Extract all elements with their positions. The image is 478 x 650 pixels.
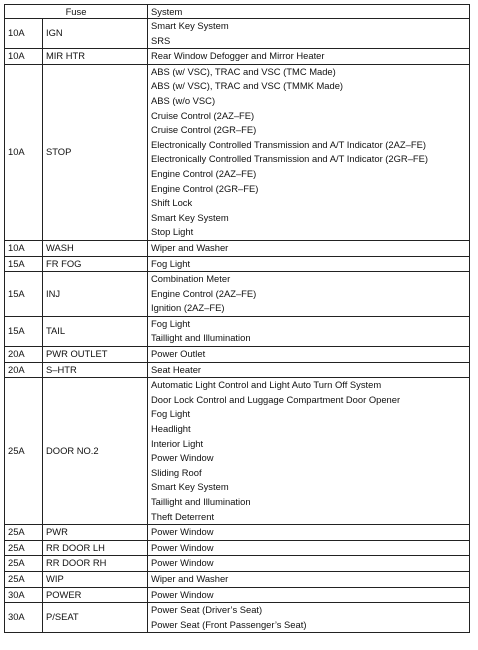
fuse-name: MIR HTR [43, 49, 148, 65]
table-row [5, 256, 470, 272]
system-item: Ignition (2AZ–FE) [151, 302, 225, 314]
fuse-amperage: 10A [5, 49, 43, 65]
table-row [5, 571, 470, 587]
system-item: Power Seat (Front Passenger’s Seat) [151, 618, 307, 630]
system-item: Electronically Controlled Transmission and A/T Indicator (2AZ–FE) [151, 138, 426, 150]
system-item: Taillight and Illumination [151, 496, 251, 507]
table-row [5, 316, 470, 346]
system-item: Fog Light [151, 317, 191, 329]
system-item: Smart Key System [151, 481, 229, 493]
system-item: Wiper and Washer [151, 241, 229, 253]
fuse-name: WASH [43, 240, 148, 256]
table-row [5, 272, 470, 317]
system-item: ABS (w/ VSC), TRAC and VSC (TMC Made) [151, 65, 336, 77]
fuse-name: FR FOG [43, 256, 148, 272]
fuse-amperage: 15A [5, 272, 43, 317]
system-cell [148, 347, 470, 363]
fuse-amperage: 25A [5, 525, 43, 541]
fuse-name: STOP [43, 64, 148, 240]
system-cell [148, 316, 470, 346]
system-item: Wiper and Washer [151, 572, 229, 584]
fuse-amperage: 25A [5, 556, 43, 572]
table-row [5, 240, 470, 256]
system-cell [148, 256, 470, 272]
fuse-name: WIP [43, 571, 148, 587]
system-item: Rear Window Defogger and Mirror Heater [151, 50, 325, 62]
system-item: Engine Control (2AZ–FE) [151, 167, 257, 179]
fuse-name: TAIL [43, 316, 148, 346]
table-row [5, 19, 470, 49]
fuse-name: DOOR NO.2 [43, 378, 148, 525]
fuse-amperage: 15A [5, 256, 43, 272]
fuse-amperage: 25A [5, 540, 43, 556]
fuse-amperage: 10A [5, 240, 43, 256]
system-cell [148, 362, 470, 378]
system-item: Cruise Control (2GR–FE) [151, 124, 257, 136]
system-cell [148, 49, 470, 65]
system-item: Headlight [151, 423, 191, 435]
system-item: Seat Heater [151, 363, 202, 375]
fuse-amperage: 25A [5, 378, 43, 525]
fuse-name: RR DOOR LH [43, 540, 148, 556]
system-item: ABS (w/ VSC), TRAC and VSC (TMMK Made) [151, 80, 344, 92]
fuse-amperage: 20A [5, 347, 43, 363]
system-cell [148, 571, 470, 587]
table-row [5, 347, 470, 363]
system-item: Power Outlet [151, 348, 206, 360]
system-item: Smart Key System [151, 20, 229, 31]
fuse-amperage: 30A [5, 603, 43, 633]
table-row [5, 49, 470, 65]
system-item: Power Window [151, 557, 214, 569]
fuse-name: PWR OUTLET [43, 347, 148, 363]
table-row [5, 556, 470, 572]
system-cell [148, 587, 470, 603]
system-column-header: System [148, 5, 470, 19]
system-item: Smart Key System [151, 211, 229, 223]
system-cell [148, 378, 470, 525]
system-cell [148, 64, 470, 240]
system-item: Power Window [151, 541, 214, 553]
fuse-amperage: 15A [5, 316, 43, 346]
system-item: Power Window [151, 588, 214, 600]
system-item: Fog Light [151, 257, 191, 269]
system-item: Engine Control (2GR–FE) [151, 182, 259, 194]
system-item: Shift Lock [151, 197, 193, 209]
system-item: Power Seat (Driver’s Seat) [151, 604, 263, 616]
fuse-name: P/SEAT [43, 603, 148, 633]
system-cell [148, 240, 470, 256]
system-cell [148, 19, 470, 49]
fuse-name: IGN [43, 19, 148, 49]
system-cell [148, 272, 470, 317]
fuse-column-header: Fuse [5, 5, 148, 19]
fuse-amperage: 10A [5, 19, 43, 49]
table-row [5, 587, 470, 603]
fuse-table-container [4, 4, 470, 633]
system-item: Engine Control (2AZ–FE) [151, 287, 257, 299]
fuse-name: INJ [43, 272, 148, 317]
fuse-amperage: 25A [5, 571, 43, 587]
fuse-amperage: 30A [5, 587, 43, 603]
fuse-amperage: 10A [5, 64, 43, 240]
fuse-name: POWER [43, 587, 148, 603]
system-item: Taillight and Illumination [151, 332, 251, 344]
system-item: Automatic Light Control and Light Auto Turn Off System [151, 379, 382, 391]
system-cell [148, 525, 470, 541]
table-row [5, 540, 470, 556]
system-cell [148, 540, 470, 556]
fuse-name: RR DOOR RH [43, 556, 148, 572]
system-cell [148, 556, 470, 572]
table-row [5, 64, 470, 240]
system-item: Door Lock Control and Luggage Compartment Door Opener [151, 393, 401, 405]
fuse-name: S–HTR [43, 362, 148, 378]
system-item: ABS (w/o VSC) [151, 94, 216, 106]
fuse-table-body [5, 19, 470, 633]
system-item: Stop Light [151, 226, 194, 238]
fuse-amperage: 20A [5, 362, 43, 378]
table-header-row [5, 5, 470, 19]
fuse-name: PWR [43, 525, 148, 541]
fuse-table [4, 4, 470, 633]
system-item: Sliding Roof [151, 466, 202, 478]
system-item: Power Window [151, 452, 214, 464]
system-item: Fog Light [151, 408, 191, 420]
table-row [5, 378, 470, 525]
system-item: Interior Light [151, 437, 204, 449]
system-item: SRS [151, 34, 171, 46]
table-row [5, 603, 470, 633]
system-item: Cruise Control (2AZ–FE) [151, 109, 255, 121]
table-row [5, 525, 470, 541]
system-cell [148, 603, 470, 633]
system-item: Electronically Controlled Transmission and A/T Indicator (2GR–FE) [151, 153, 429, 165]
table-row [5, 362, 470, 378]
system-item: Theft Deterrent [151, 510, 215, 522]
system-item: Combination Meter [151, 273, 231, 285]
system-item: Power Window [151, 526, 214, 538]
